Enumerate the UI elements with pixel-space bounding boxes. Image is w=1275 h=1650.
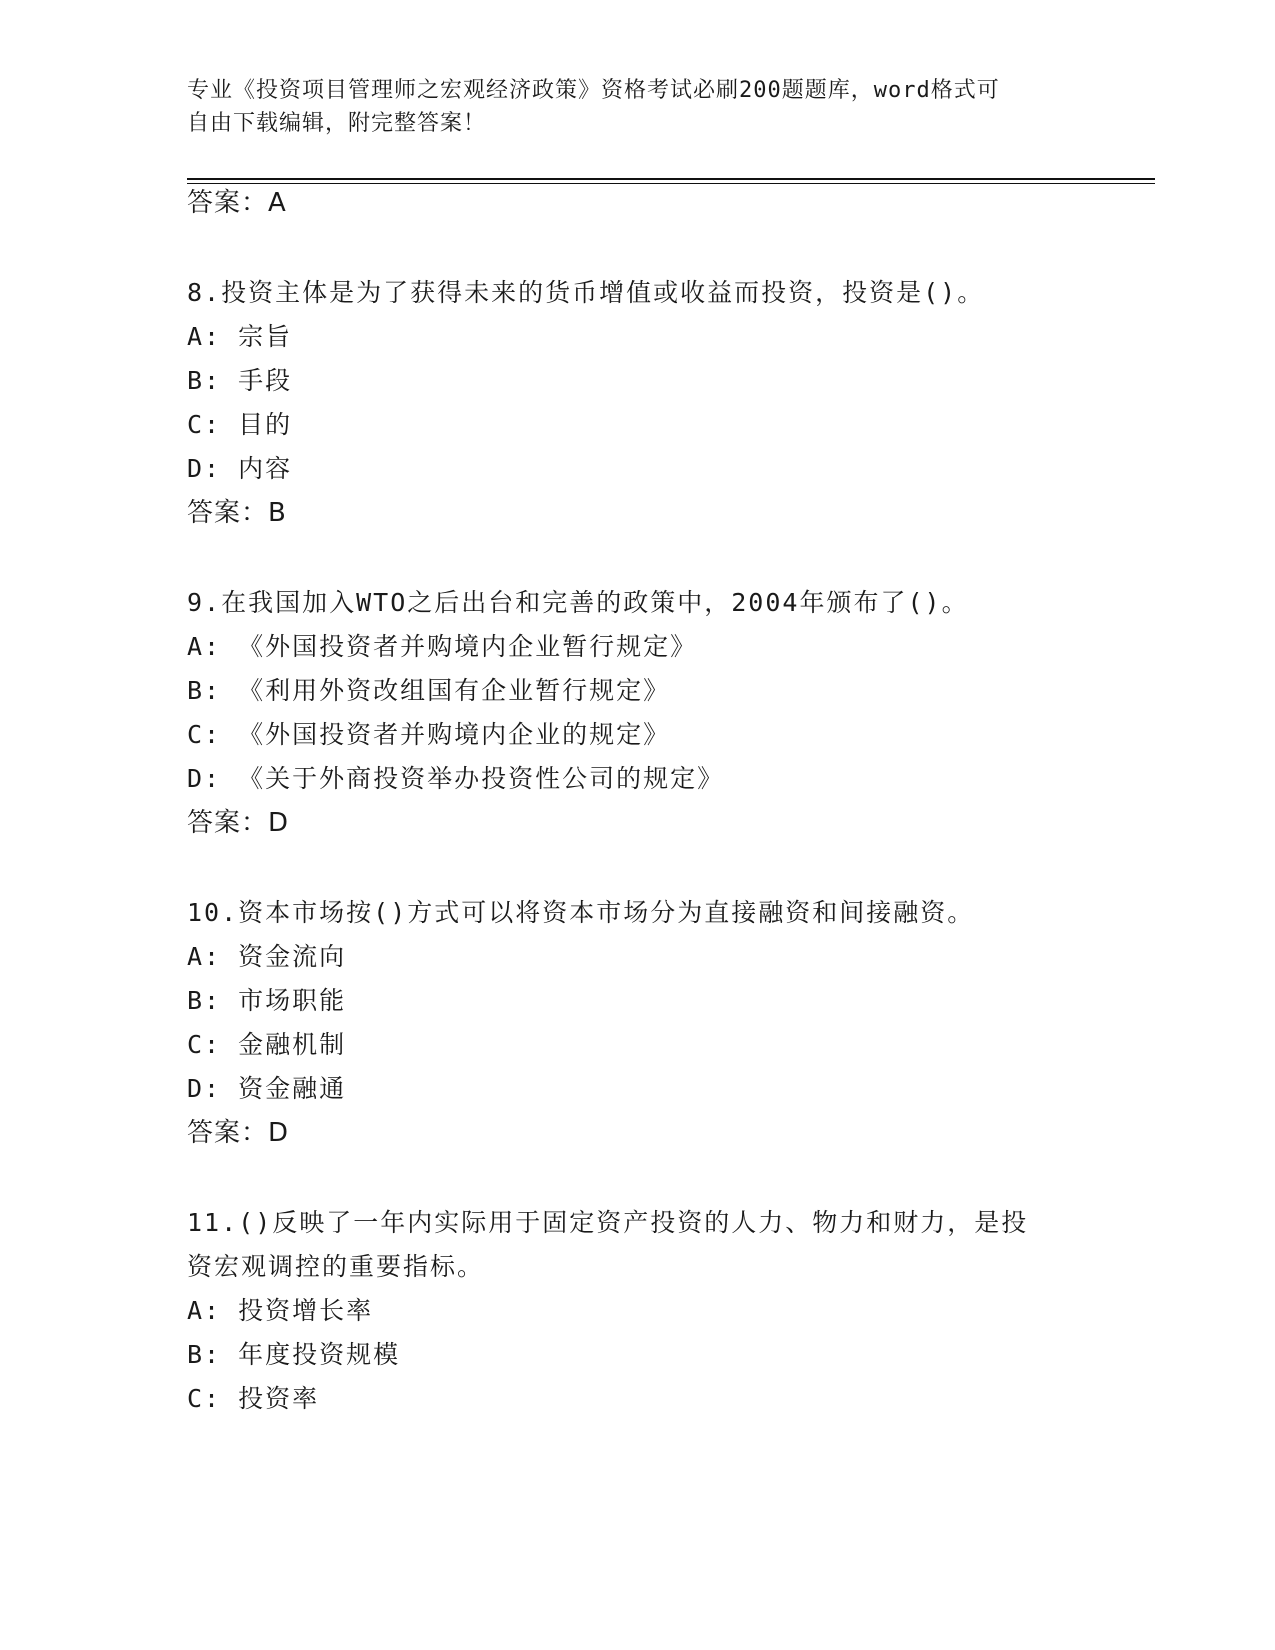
question-11-stem-line-2: 资宏观调控的重要指标。 [187,1252,485,1281]
header-title-line-1: 专业《投资项目管理师之宏观经济政策》资格考试必刷200题题库，word格式可 [187,78,1000,103]
question-8-option-c: C: 目的 [187,410,293,439]
question-8-option-a: A: 宗旨 [187,322,293,351]
header-divider-thick [187,178,1155,180]
question-11-option-a: A: 投资增长率 [187,1296,374,1325]
question-11-stem-line-1: 11.()反映了一年内实际用于固定资产投资的人力、物力和财力，是投 [187,1208,1029,1237]
question-9-option-b: B: 《利用外资改组国有企业暂行规定》 [187,676,671,705]
question-10-option-b: B: 市场职能 [187,986,347,1015]
question-9-option-a: A: 《外国投资者并购境内企业暂行规定》 [187,632,698,661]
question-10-stem: 10.资本市场按()方式可以将资本市场分为直接融资和间接融资。 [187,898,975,927]
question-10-option-a: A: 资金流向 [187,942,347,971]
question-9-option-c: C: 《外国投资者并购境内企业的规定》 [187,720,671,749]
question-8-option-b: B: 手段 [187,366,293,395]
question-10-option-c: C: 金融机制 [187,1030,347,1059]
question-8-stem: 8.投资主体是为了获得未来的货币增值或收益而投资，投资是()。 [187,278,985,307]
header-divider-thin [187,183,1155,184]
question-8-option-d: D: 内容 [187,454,293,483]
question-9-stem: 9.在我国加入WTO之后出台和完善的政策中，2004年颁布了()。 [187,588,969,617]
question-10-option-d: D: 资金融通 [187,1074,347,1103]
question-9-answer: 答案：D [187,808,290,838]
question-9-option-d: D: 《关于外商投资举办投资性公司的规定》 [187,764,725,793]
header-title-line-2: 自由下载编辑，附完整答案！ [187,111,487,136]
document-header [187,74,1067,140]
question-8-answer: 答案：B [187,498,287,528]
question-10-answer: 答案：D [187,1118,290,1148]
answer-previous: 答案：A [187,188,287,218]
question-11-option-b: B: 年度投资规模 [187,1340,401,1369]
question-11-option-c: C: 投资率 [187,1384,320,1413]
